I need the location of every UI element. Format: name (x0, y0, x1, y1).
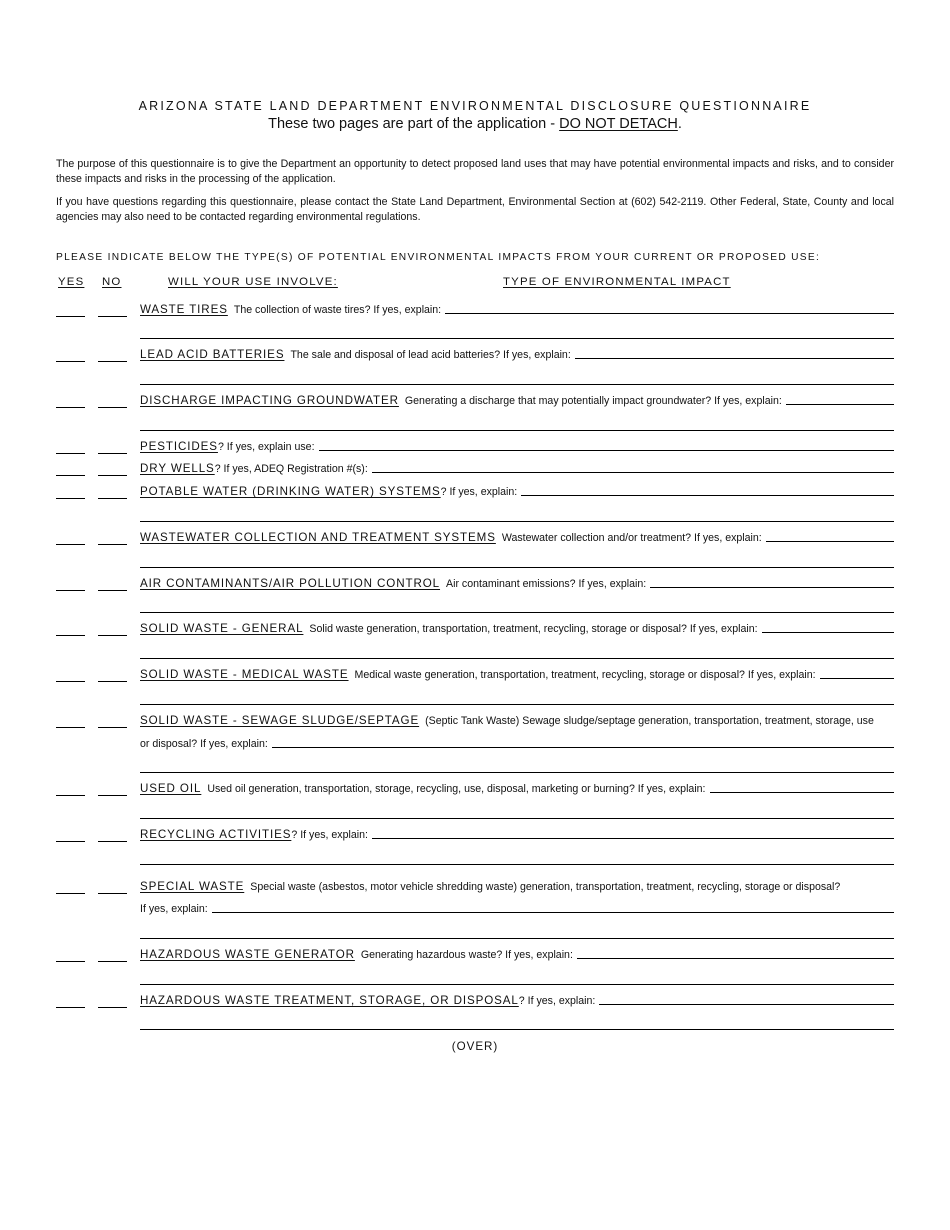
item-label: POTABLE WATER (DRINKING WATER) SYSTEMS (140, 485, 441, 498)
yes-blank[interactable] (56, 961, 85, 962)
explain-field[interactable] (762, 631, 894, 633)
explain-continuation-line[interactable] (140, 521, 894, 522)
item-label: SOLID WASTE - MEDICAL WASTE (140, 668, 349, 681)
no-blank[interactable] (98, 316, 127, 317)
item-label: HAZARDOUS WASTE TREATMENT, STORAGE, OR DISPOSAL (140, 994, 519, 1007)
no-blank[interactable] (98, 635, 127, 636)
item-question: ? If yes, explain use: (217, 441, 315, 453)
item-potable-water-drinking-water-systems (140, 481, 894, 498)
item-recycling-activities (140, 824, 894, 841)
item-special-waste (140, 876, 894, 893)
item-question: (Septic Tank Waste) Sewage sludge/septage generation, transportation, treatment, storage, use (425, 715, 874, 727)
item-label: SPECIAL WASTE (140, 880, 245, 893)
item-used-oil (140, 778, 894, 795)
item-solid-waste-medical-waste (140, 664, 894, 681)
no-blank[interactable] (98, 544, 127, 545)
item-question: Generating a discharge that may potentially impact groundwater? If yes, explain: (404, 395, 782, 407)
no-blank[interactable] (98, 590, 127, 591)
explain-continuation-line[interactable] (140, 1029, 894, 1030)
explain-continuation-line[interactable] (140, 938, 894, 939)
item-label: HAZARDOUS WASTE GENERATOR (140, 948, 355, 961)
item-question-continued: If yes, explain: (140, 903, 208, 915)
explain-field[interactable] (786, 403, 894, 405)
no-blank[interactable] (98, 1007, 127, 1008)
explain-continuation-line[interactable] (140, 384, 894, 385)
do-not-detach-notice: DO NOT DETACH (559, 116, 678, 132)
item-dry-wells (140, 458, 894, 475)
yes-blank[interactable] (56, 498, 85, 499)
explain-continuation-line[interactable] (140, 818, 894, 819)
no-blank[interactable] (98, 475, 127, 476)
item-solid-waste-sewage-sludge-septage (140, 710, 894, 727)
explain-field[interactable] (212, 911, 894, 913)
explain-field[interactable] (820, 677, 894, 679)
form-title: ARIZONA STATE LAND DEPARTMENT ENVIRONMENTAL DISCLOSURE QUESTIONNAIRE (138, 99, 812, 113)
explain-continuation-line[interactable] (140, 704, 894, 705)
explain-field[interactable] (445, 312, 894, 314)
no-blank[interactable] (98, 498, 127, 499)
explain-field[interactable] (319, 449, 894, 451)
no-blank[interactable] (98, 893, 127, 894)
explain-field[interactable] (575, 357, 894, 359)
yes-blank[interactable] (56, 681, 85, 682)
item-solid-waste-general (140, 618, 894, 635)
explain-field[interactable] (766, 540, 894, 542)
explain-continuation-line[interactable] (140, 338, 894, 339)
explain-field[interactable] (710, 791, 894, 793)
explain-continuation-line[interactable] (140, 658, 894, 659)
item-label: AIR CONTAMINANTS/AIR POLLUTION CONTROL (140, 577, 441, 590)
item-question: Medical waste generation, transportation, treatment, recycling, storage or disposal? If yes, explain: (354, 669, 816, 681)
item-question: The sale and disposal of lead acid batteries? If yes, explain: (290, 349, 571, 361)
item-discharge-impacting-groundwater (140, 390, 894, 407)
form-subtitle (0, 116, 950, 132)
explain-field[interactable] (372, 837, 894, 839)
yes-blank[interactable] (56, 453, 85, 454)
item-air-contaminants-air-pollution-control (140, 573, 894, 590)
no-blank[interactable] (98, 795, 127, 796)
yes-blank[interactable] (56, 361, 85, 362)
item-label: LEAD ACID BATTERIES (140, 348, 285, 361)
item-question-continued: or disposal? If yes, explain: (140, 738, 268, 750)
yes-blank[interactable] (56, 590, 85, 591)
item-question: ? If yes, explain: (440, 486, 518, 498)
no-blank[interactable] (98, 841, 127, 842)
item-question: Solid waste generation, transportation, treatment, recycling, storage or disposal? If yes, explain: (309, 623, 758, 635)
purpose-paragraph: The purpose of this questionnaire is to give the Department an opportunity to detect proposed land uses that may have potential environmental impacts and risks, and to consider these impacts and risks in the processing of the application. (56, 158, 894, 185)
no-column-header: NO (102, 276, 122, 288)
instruction-text: PLEASE INDICATE BELOW THE TYPE(S) OF POTENTIAL ENVIRONMENTAL IMPACTS FROM YOUR CURRENT OR PROPOSED USE: (56, 252, 821, 263)
item-hazardous-waste-generator (140, 944, 894, 961)
item-pesticides (140, 436, 894, 453)
explain-field[interactable] (577, 957, 894, 959)
yes-blank[interactable] (56, 795, 85, 796)
item-question: ? If yes, explain: (518, 995, 596, 1007)
no-blank[interactable] (98, 361, 127, 362)
subtitle-suffix: . (677, 116, 682, 132)
item-question: Generating hazardous waste? If yes, explain: (360, 949, 573, 961)
explain-field[interactable] (521, 494, 894, 496)
item-label: WASTE TIRES (140, 303, 228, 316)
item-question: Used oil generation, transportation, storage, recycling, use, disposal, marketing or burning? If yes, explain: (207, 783, 706, 795)
item-question: The collection of waste tires? If yes, explain: (233, 304, 442, 316)
yes-blank[interactable] (56, 316, 85, 317)
no-blank[interactable] (98, 727, 127, 728)
no-blank[interactable] (98, 681, 127, 682)
no-blank[interactable] (98, 407, 127, 408)
contact-paragraph: If you have questions regarding this questionnaire, please contact the State Land Department, Environmental Section at (602) 542-2119. Other Federal, State, County and local agencies may also need to be contacted regarding environmental regulations. (56, 196, 894, 223)
explain-continuation-line[interactable] (140, 612, 894, 613)
item-question: ? If yes, ADEQ Registration #(s): (214, 463, 368, 475)
yes-blank[interactable] (56, 544, 85, 545)
yes-column-header: YES (58, 276, 85, 288)
subtitle-prefix: These two pages are part of the application - (268, 116, 560, 132)
explain-continuation-line[interactable] (140, 772, 894, 773)
item-solid-waste-sewage-sludge-septage-continued (140, 733, 894, 750)
explain-continuation-line[interactable] (140, 567, 894, 568)
item-special-waste-continued (140, 898, 894, 915)
no-blank[interactable] (98, 961, 127, 962)
explain-field[interactable] (272, 746, 894, 748)
explain-continuation-line[interactable] (140, 984, 894, 985)
yes-blank[interactable] (56, 893, 85, 894)
explain-field[interactable] (650, 586, 894, 588)
yes-blank[interactable] (56, 635, 85, 636)
explain-continuation-line[interactable] (140, 430, 894, 431)
item-hazardous-waste-treatment-storage-or-disposal (140, 990, 894, 1007)
item-label: RECYCLING ACTIVITIES (140, 828, 292, 841)
item-wastewater-collection-and-treatment-systems (140, 527, 894, 544)
item-question: Wastewater collection and/or treatment? If yes, explain: (501, 532, 762, 544)
item-question: Air contaminant emissions? If yes, explain: (446, 578, 647, 590)
item-label: DRY WELLS (140, 462, 215, 475)
no-blank[interactable] (98, 453, 127, 454)
impact-column-header: TYPE OF ENVIRONMENTAL IMPACT (503, 276, 731, 288)
item-question: Special waste (asbestos, motor vehicle shredding waste) generation, transportation, treatment, recycling, storage or disposal? (250, 881, 841, 893)
over-notice: (OVER) (451, 1040, 499, 1053)
item-label: SOLID WASTE - GENERAL (140, 622, 304, 635)
item-label: USED OIL (140, 782, 202, 795)
item-waste-tires (140, 299, 894, 316)
item-lead-acid-batteries (140, 344, 894, 361)
explain-field[interactable] (372, 471, 894, 473)
use-column-header: WILL YOUR USE INVOLVE: (168, 276, 338, 288)
item-label: PESTICIDES (140, 440, 218, 453)
item-label: DISCHARGE IMPACTING GROUNDWATER (140, 394, 399, 407)
yes-blank[interactable] (56, 475, 85, 476)
yes-blank[interactable] (56, 1007, 85, 1008)
yes-blank[interactable] (56, 407, 85, 408)
explain-field[interactable] (599, 1003, 894, 1005)
yes-blank[interactable] (56, 841, 85, 842)
yes-blank[interactable] (56, 727, 85, 728)
explain-continuation-line[interactable] (140, 864, 894, 865)
item-question: ? If yes, explain: (291, 829, 368, 841)
item-label: SOLID WASTE - SEWAGE SLUDGE/SEPTAGE (140, 714, 420, 727)
item-label: WASTEWATER COLLECTION AND TREATMENT SYSTEMS (140, 531, 496, 544)
